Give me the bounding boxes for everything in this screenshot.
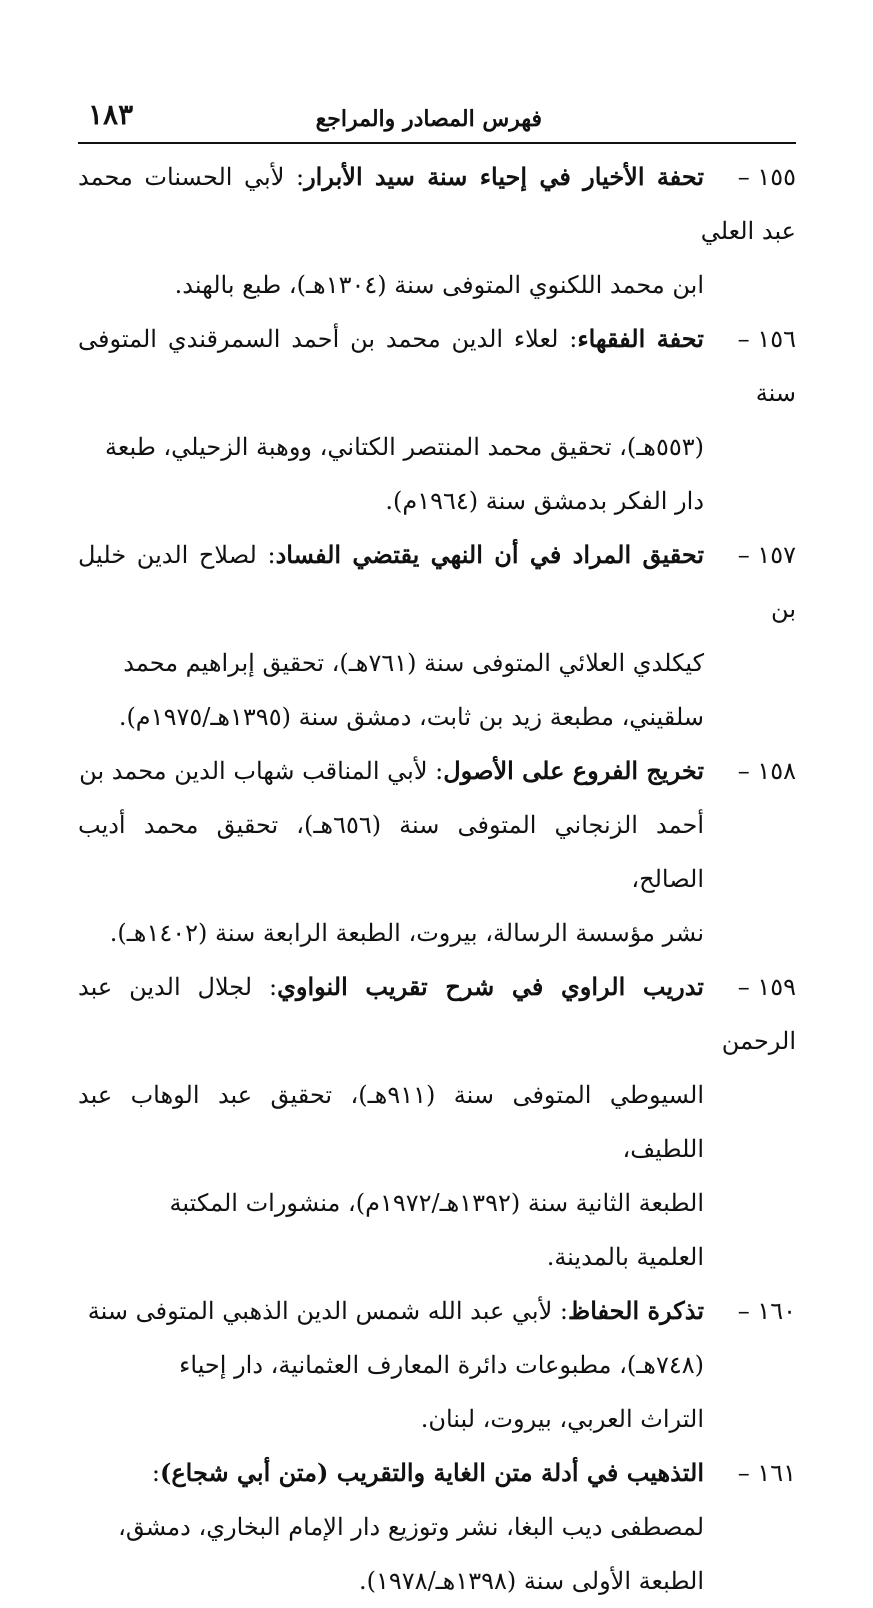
bibliography-entry	[78, 1446, 796, 1608]
entry-title: تدريب الراوي في شرح تقريب النواوي	[277, 972, 704, 1001]
bibliography-entry	[78, 150, 796, 312]
entry-number: ١٦٠ –	[737, 1297, 796, 1325]
header-title: فهرس المصادر والمراجع	[315, 106, 542, 132]
entry-text: : لأبي الحسنات محمد عبد العلي	[78, 163, 796, 245]
entry-line: الطبعة الأولى سنة (١٣٩٨هـ/١٩٧٨).	[359, 1567, 704, 1595]
entry-text: : لأبي المناقب شهاب الدين محمد بن	[79, 757, 444, 785]
entry-title: تحقيق المراد في أن النهي يقتضي الفساد	[275, 540, 705, 569]
page-number: ١٨٣	[88, 98, 134, 131]
bibliography-list	[78, 150, 796, 1608]
bibliography-entry	[78, 312, 796, 528]
entry-line: أحمد الزنجاني المتوفى سنة (٦٥٦هـ)، تحقيق محمد أديب الصالح،	[78, 811, 705, 893]
entry-text: :	[151, 1459, 160, 1487]
bibliography-entry	[78, 1284, 796, 1446]
bibliography-entry	[78, 960, 796, 1284]
entry-line: دار الفكر بدمشق سنة (١٩٦٤م).	[385, 487, 704, 515]
entry-number: ١٥٥ –	[737, 163, 796, 191]
entry-title: تحفة الأخيار في إحياء سنة سيد الأبرار	[304, 162, 704, 191]
entry-line: السيوطي المتوفى سنة (٩١١هـ)، تحقيق عبد الوهاب عبد اللطيف،	[78, 1081, 704, 1163]
entry-line: (٧٤٨هـ)، مطبوعات دائرة المعارف العثمانية، دار إحياء	[179, 1351, 704, 1379]
bibliography-entry	[78, 528, 796, 744]
entry-line: (٥٥٣هـ)، تحقيق محمد المنتصر الكتاني، ووهبة الزحيلي، طبعة	[105, 433, 704, 461]
document-page	[78, 92, 796, 1608]
entry-line: ابن محمد اللكنوي المتوفى سنة (١٣٠٤هـ)، طبع بالهند.	[174, 271, 704, 299]
entry-text: : لأبي عبد الله شمس الدين الذهبي المتوفى سنة	[87, 1297, 568, 1325]
entry-title: التذهيب في أدلة متن الغاية والتقريب (متن أبي شجاع)	[159, 1458, 704, 1487]
entry-line: الطبعة الثانية سنة (١٣٩٢هـ/١٩٧٢م)، منشورات المكتبة	[169, 1189, 704, 1217]
entry-line: كيكلدي العلائي المتوفى سنة (٧٦١هـ)، تحقيق إبراهيم محمد	[123, 649, 704, 677]
entry-text: : لجلال الدين عبد الرحمن	[78, 973, 796, 1055]
entry-line: سلقيني، مطبعة زيد بن ثابت، دمشق سنة (١٣٩٥هـ/١٩٧٥م).	[118, 703, 704, 731]
entry-number: ١٥٩ –	[737, 973, 796, 1001]
entry-line: التراث العربي، بيروت، لبنان.	[420, 1405, 704, 1433]
entry-number: ١٥٨ –	[737, 757, 796, 785]
entry-number: ١٥٦ –	[737, 325, 796, 353]
entry-title: تحفة الفقهاء	[577, 324, 704, 353]
entry-line: نشر مؤسسة الرسالة، بيروت، الطبعة الرابعة سنة (١٤٠٢هـ).	[109, 919, 704, 947]
entry-number: ١٥٧ –	[737, 541, 797, 569]
entry-line: لمصطفى ديب البغا، نشر وتوزيع دار الإمام البخاري، دمشق،	[118, 1513, 704, 1541]
entry-text: : لعلاء الدين محمد بن أحمد السمرقندي المتوفى سنة	[78, 325, 796, 407]
page-header	[78, 92, 796, 144]
entry-title: تخريج الفروع على الأصول	[443, 756, 704, 785]
entry-line: العلمية بالمدينة.	[546, 1243, 704, 1271]
entry-text: : لصلاح الدين خليل بن	[78, 541, 796, 623]
entry-number: ١٦١ –	[737, 1459, 796, 1487]
entry-title: تذكرة الحفاظ	[568, 1296, 704, 1325]
bibliography-entry	[78, 744, 796, 960]
